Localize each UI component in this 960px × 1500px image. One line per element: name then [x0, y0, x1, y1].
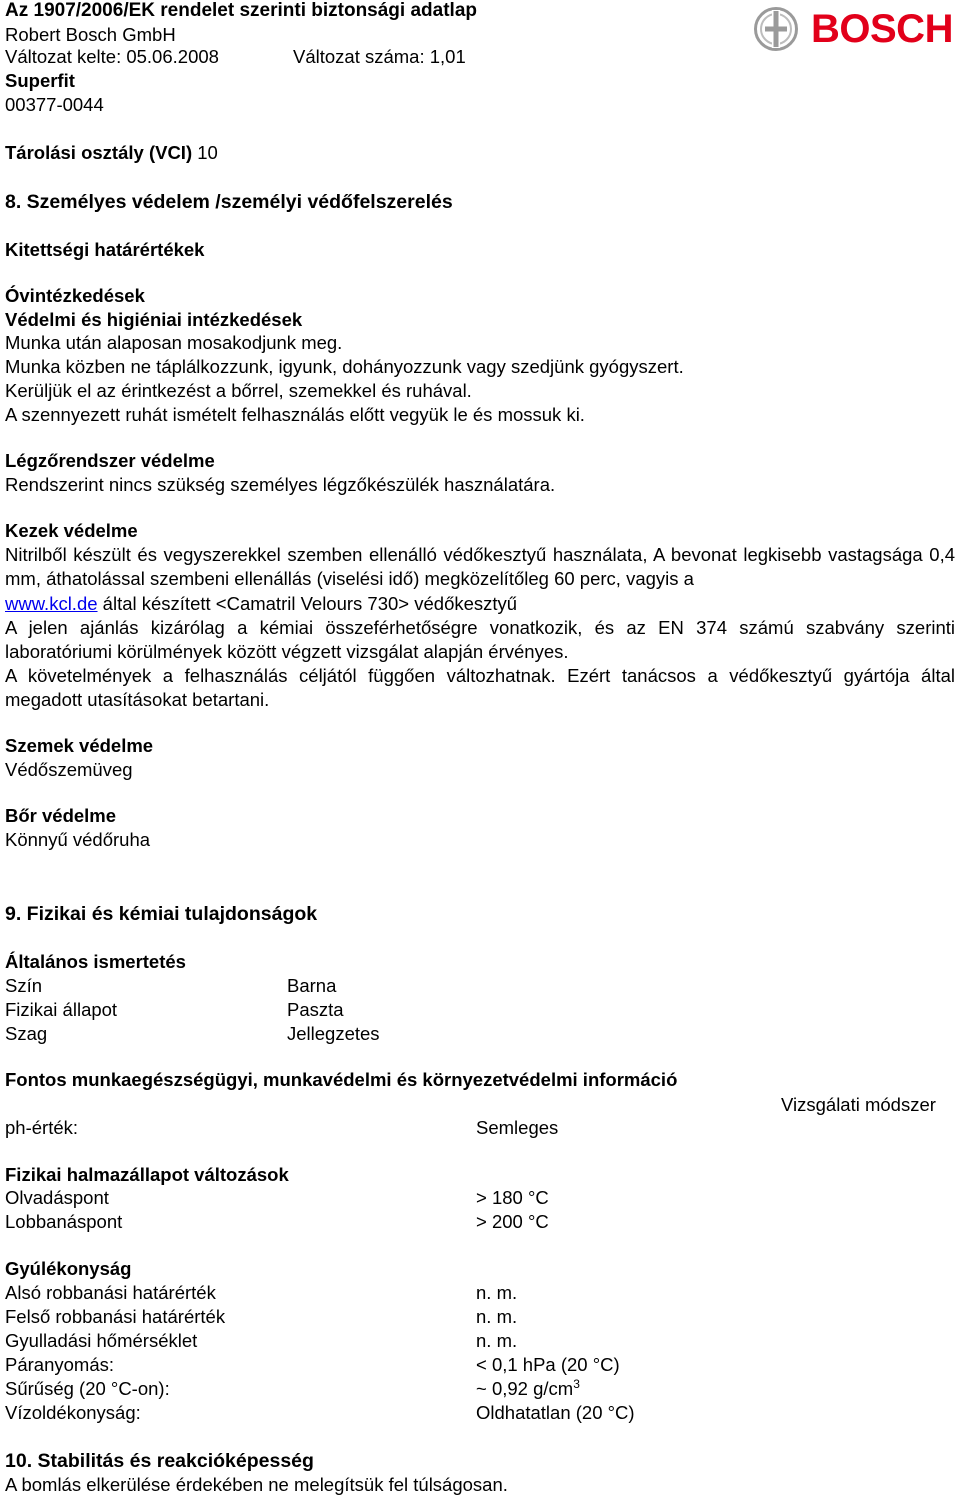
kcl-link[interactable]: www.kcl.de — [5, 593, 98, 614]
storage-class-value: 10 — [197, 142, 218, 163]
storage-class-label: Tárolási osztály (VCI) — [5, 142, 193, 163]
hygiene-line: Kerüljük el az érintkezést a bőrrel, szemekkel és ruhával. — [5, 380, 472, 401]
property-value: n. m. — [476, 1306, 518, 1327]
hand-protection-heading: Kezek védelme — [5, 520, 138, 541]
hand-protection-note: A jelen ajánlás kizárólag a kémiai összeférhetőségre vonatkozik, és az EN 374 számú szabvány szerinti laboratóriumi körülmények között végzett vizsgálat alapján érvényes. — [5, 617, 955, 662]
property-value: > 200 °C — [476, 1211, 549, 1232]
product-name: Superfit — [5, 70, 75, 91]
hygiene-line: Munka után alaposan mosakodjunk meg. — [5, 332, 343, 353]
property-value: Paszta — [287, 999, 344, 1020]
section-10-title: 10. Stabilitás és reakcióképesség — [5, 1450, 314, 1472]
bosch-logo-text: BOSCH — [811, 7, 953, 51]
property-label: Szag — [5, 1023, 48, 1044]
document-title: Az 1907/2006/EK rendelet szerinti biztonsági adatlap — [5, 0, 477, 21]
storage-class — [5, 142, 218, 164]
skin-protection-heading: Bőr védelme — [5, 805, 117, 826]
flammability-heading: Gyúlékonyság — [5, 1258, 132, 1279]
bosch-armature-icon — [753, 6, 799, 52]
property-label: Alsó robbanási határérték — [5, 1282, 216, 1303]
property-value: ~ 0,92 g/cm — [476, 1378, 574, 1399]
property-label: Páranyomás: — [5, 1354, 114, 1375]
density-value — [476, 1378, 580, 1400]
company-name: Robert Bosch GmbH — [5, 24, 176, 45]
hand-protection-requirements: A követelmények a felhasználás céljától függően változhatnak. Ezért tanácsos a védőkesztyű gyártója által megadott utasításokat betartani. — [5, 665, 955, 710]
skin-protection-text: Könnyű védőruha — [5, 829, 151, 850]
state-change-heading: Fizikai halmazállapot változások — [5, 1164, 289, 1185]
section-8-title: 8. Személyes védelem /személyi védőfelszerelés — [5, 191, 453, 213]
general-description-heading: Általános ismertetés — [5, 951, 186, 972]
glove-product-text: által készített <Camatril Velours 730> védőkesztyű — [97, 593, 518, 614]
precautions-heading: Óvintézkedések — [5, 285, 145, 306]
ph-value: Semleges — [476, 1117, 559, 1138]
section-10-text: A bomlás elkerülése érdekében ne melegítsük fel túlságosan. — [5, 1474, 508, 1495]
hygiene-line: A szennyezett ruhát ismételt felhasználás előtt vegyük le és mossuk ki. — [5, 404, 585, 425]
bosch-logo — [753, 6, 953, 54]
hand-protection-link-line — [5, 593, 517, 615]
eye-protection-heading: Szemek védelme — [5, 735, 154, 756]
property-label: Gyulladási hőmérséklet — [5, 1330, 198, 1351]
test-method-header: Vizsgálati módszer — [781, 1094, 936, 1115]
property-label: Sűrűség (20 °C-on): — [5, 1378, 170, 1399]
property-label: Olvadáspont — [5, 1187, 109, 1208]
hygiene-heading: Védelmi és higiéniai intézkedések — [5, 309, 303, 330]
property-value: Jellegzetes — [287, 1023, 380, 1044]
property-label: Lobbanáspont — [5, 1211, 123, 1232]
property-label: Felső robbanási határérték — [5, 1306, 226, 1327]
property-label: Szín — [5, 975, 43, 996]
property-value: n. m. — [476, 1330, 518, 1351]
hand-protection-sentence: Nitrilből készült és vegyszerekkel szemben ellenálló védőkesztyű használata, A bevonat legkisebb vastagsága 0,4 mm, áthatolással szembeni ellenállás (viselési idő) megközelítőleg 60 perc, vagyis a — [5, 544, 955, 589]
eye-protection-text: Védőszemüveg — [5, 759, 133, 780]
property-value: Oldhatatlan (20 °C) — [476, 1402, 635, 1423]
ph-label: ph-érték: — [5, 1117, 79, 1138]
hygiene-line: Munka közben ne táplálkozzunk, igyunk, dohányozzunk vagy szedjünk gyógyszert. — [5, 356, 684, 377]
section-9-title: 9. Fizikai és kémiai tulajdonságok — [5, 903, 318, 925]
property-value: > 180 °C — [476, 1187, 549, 1208]
hand-protection-text — [5, 543, 955, 591]
property-value: Barna — [287, 975, 337, 996]
version-number: Változat száma: 1,01 — [293, 46, 466, 67]
product-code: 00377-0044 — [5, 94, 104, 115]
respiratory-text: Rendszerint nincs szükség személyes légzőkészülék használatára. — [5, 474, 556, 495]
property-label: Vízoldékonyság: — [5, 1402, 141, 1423]
property-label: Fizikai állapot — [5, 999, 118, 1020]
density-exponent: 3 — [573, 1376, 580, 1391]
version-date: Változat kelte: 05.06.2008 — [5, 46, 219, 67]
respiratory-heading: Légzőrendszer védelme — [5, 450, 215, 471]
exposure-limits-heading: Kitettségi határértékek — [5, 239, 205, 260]
property-value: < 0,1 hPa (20 °C) — [476, 1354, 620, 1375]
property-value: n. m. — [476, 1282, 518, 1303]
important-info-heading: Fontos munkaegészségügyi, munkavédelmi és környezetvédelmi információ — [5, 1069, 678, 1090]
